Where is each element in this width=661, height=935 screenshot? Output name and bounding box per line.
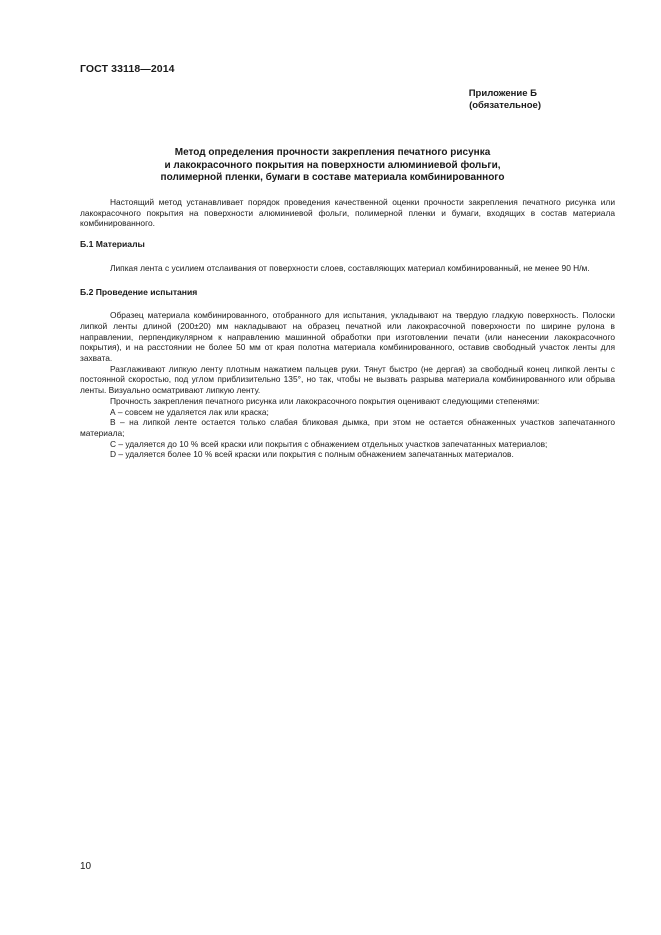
annex-status: (обязательное) [469, 100, 541, 111]
annex-name: Приложение Б [468, 88, 537, 99]
title-line-3: полимерной пленки, бумаги в составе материала комбинированного [160, 172, 505, 183]
title-line-1: Метод определения прочности закрепления печатного рисунка [174, 147, 491, 158]
document-body [80, 197, 615, 460]
intro-paragraph: Настоящий метод устанавливает порядок проведения качественной оценки прочности закрепления печатного рисунка или лакокрасочного покрытия на поверхности алюминиевой фольги, полимерной пленки и бумаги, входящих в состав материала комбинированного. [80, 197, 615, 229]
section-1-text: Липкая лента с усилием отслаивания от поверхности слоев, составляющих материал комбинированный, не менее 90 Н/м. [110, 262, 590, 273]
annex-heading [80, 88, 585, 112]
section-2-heading: Б.2 Проведение испытания [80, 286, 198, 297]
grade-d: D – удаляется более 10 % всей краски или покрытия с полным обнажением запечатанных материалов. [110, 449, 514, 460]
title-line-2: и лакокрасочного покрытия на поверхности алюминиевой фольги, [164, 159, 501, 171]
grade-b: В – на липкой ленте остается только слабая бликовая дымка, при этом не остается обнаженных участков запечатанного материала; [80, 417, 615, 438]
method-title [80, 147, 585, 185]
document-header: ГОСТ 33118—2014 [80, 63, 175, 75]
section-2-paragraph-3: Прочность закрепления печатного рисунка или лакокрасочного покрытия оценивают следующими степенями: [110, 395, 540, 406]
page-number: 10 [80, 861, 92, 872]
grade-c: С – удаляется до 10 % всей краски или покрытия с обнажением отдельных участков запечатанных материалов; [110, 438, 548, 449]
section-2-paragraph-1: Образец материала комбинированного, отобранного для испытания, укладывают на твердую гладкую поверхность. Полоски липкой ленты длиной (200±20) мм накладывают на образец печатной или лакокрасочной поверхности по ширине рулона в направлении, перпендикулярном к направлению машинной обработки при изготовлении печати (или нанесении лакокрасочного покрытия), и на расстоянии не более 50 мм от края полотна материала комбинированного, оставив свободный участок ленты для захвата. [80, 310, 615, 364]
grade-a: А – совсем не удаляется лак или краска; [110, 406, 269, 417]
section-2-paragraph-2: Разглаживают липкую ленту плотным нажатием пальцев руки. Тянут быстро (не дергая) за свободный конец липкой ленты с постоянной скоростью, под углом приблизительно 135°, но так, чтобы не вызвать разрыва материала комбинированного или обрыва ленты. Визуально осматривают липкую ленту. [80, 363, 615, 396]
section-1-heading: Б.1 Материалы [80, 239, 145, 250]
